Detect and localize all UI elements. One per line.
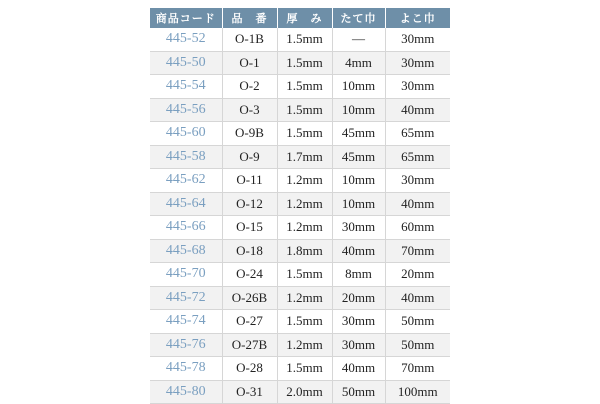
- part-number-cell: O-12: [222, 192, 277, 216]
- height-cell: 10mm: [332, 75, 385, 99]
- part-number-cell: O-31: [222, 380, 277, 404]
- part-number-cell: O-3: [222, 98, 277, 122]
- width-cell: 30mm: [385, 51, 450, 75]
- width-cell: 65mm: [385, 122, 450, 146]
- height-cell: 4mm: [332, 51, 385, 75]
- height-cell: 40mm: [332, 239, 385, 263]
- width-cell: 65mm: [385, 145, 450, 169]
- height-cell: 45mm: [332, 122, 385, 146]
- width-cell: 20mm: [385, 263, 450, 287]
- product-spec-table-container: [150, 8, 450, 404]
- part-number-cell: O-2: [222, 75, 277, 99]
- table-row: [150, 51, 450, 75]
- product-code-cell: 445-80: [150, 380, 222, 404]
- header-product-code: 商品コード: [150, 8, 222, 28]
- height-cell: 30mm: [332, 333, 385, 357]
- product-code-cell: 445-64: [150, 192, 222, 216]
- product-code-cell: 445-78: [150, 357, 222, 381]
- width-cell: 40mm: [385, 192, 450, 216]
- width-cell: 40mm: [385, 98, 450, 122]
- part-number-cell: O-27: [222, 310, 277, 334]
- thickness-cell: 1.5mm: [277, 28, 332, 51]
- product-code-cell: 445-60: [150, 122, 222, 146]
- width-cell: 50mm: [385, 310, 450, 334]
- part-number-cell: O-27B: [222, 333, 277, 357]
- height-cell: 10mm: [332, 192, 385, 216]
- thickness-cell: 1.5mm: [277, 51, 332, 75]
- thickness-cell: 1.5mm: [277, 310, 332, 334]
- part-number-cell: O-15: [222, 216, 277, 240]
- table-row: [150, 333, 450, 357]
- height-cell: —: [332, 28, 385, 51]
- thickness-cell: 1.5mm: [277, 98, 332, 122]
- header-height: たて巾: [332, 8, 385, 28]
- product-spec-table: [150, 8, 450, 404]
- width-cell: 50mm: [385, 333, 450, 357]
- product-code-cell: 445-52: [150, 28, 222, 51]
- table-row: [150, 122, 450, 146]
- width-cell: 30mm: [385, 75, 450, 99]
- height-cell: 10mm: [332, 169, 385, 193]
- table-row: [150, 263, 450, 287]
- part-number-cell: O-1B: [222, 28, 277, 51]
- table-row: [150, 28, 450, 51]
- width-cell: 70mm: [385, 357, 450, 381]
- height-cell: 8mm: [332, 263, 385, 287]
- width-cell: 30mm: [385, 28, 450, 51]
- product-code-cell: 445-56: [150, 98, 222, 122]
- thickness-cell: 1.5mm: [277, 357, 332, 381]
- height-cell: 10mm: [332, 98, 385, 122]
- product-code-cell: 445-68: [150, 239, 222, 263]
- table-body: [150, 28, 450, 404]
- thickness-cell: 1.2mm: [277, 286, 332, 310]
- product-code-cell: 445-76: [150, 333, 222, 357]
- product-code-cell: 445-58: [150, 145, 222, 169]
- table-row: [150, 239, 450, 263]
- product-code-cell: 445-50: [150, 51, 222, 75]
- header-part-number: 品 番: [222, 8, 277, 28]
- height-cell: 40mm: [332, 357, 385, 381]
- table-row: [150, 357, 450, 381]
- product-code-cell: 445-74: [150, 310, 222, 334]
- table-row: [150, 286, 450, 310]
- product-code-cell: 445-72: [150, 286, 222, 310]
- table-row: [150, 75, 450, 99]
- width-cell: 70mm: [385, 239, 450, 263]
- thickness-cell: 1.2mm: [277, 333, 332, 357]
- height-cell: 45mm: [332, 145, 385, 169]
- thickness-cell: 2.0mm: [277, 380, 332, 404]
- table-row: [150, 169, 450, 193]
- thickness-cell: 1.8mm: [277, 239, 332, 263]
- part-number-cell: O-24: [222, 263, 277, 287]
- header-width: よこ巾: [385, 8, 450, 28]
- product-code-cell: 445-62: [150, 169, 222, 193]
- part-number-cell: O-26B: [222, 286, 277, 310]
- thickness-cell: 1.5mm: [277, 263, 332, 287]
- width-cell: 100mm: [385, 380, 450, 404]
- height-cell: 30mm: [332, 310, 385, 334]
- part-number-cell: O-11: [222, 169, 277, 193]
- thickness-cell: 1.2mm: [277, 192, 332, 216]
- product-code-cell: 445-54: [150, 75, 222, 99]
- part-number-cell: O-1: [222, 51, 277, 75]
- part-number-cell: O-9B: [222, 122, 277, 146]
- header-thickness: 厚 み: [277, 8, 332, 28]
- table-header-row: [150, 8, 450, 28]
- part-number-cell: O-28: [222, 357, 277, 381]
- height-cell: 50mm: [332, 380, 385, 404]
- thickness-cell: 1.2mm: [277, 169, 332, 193]
- product-code-cell: 445-66: [150, 216, 222, 240]
- width-cell: 30mm: [385, 169, 450, 193]
- product-code-cell: 445-70: [150, 263, 222, 287]
- height-cell: 30mm: [332, 216, 385, 240]
- table-row: [150, 145, 450, 169]
- table-row: [150, 192, 450, 216]
- part-number-cell: O-9: [222, 145, 277, 169]
- width-cell: 40mm: [385, 286, 450, 310]
- height-cell: 20mm: [332, 286, 385, 310]
- table-row: [150, 310, 450, 334]
- table-row: [150, 216, 450, 240]
- width-cell: 60mm: [385, 216, 450, 240]
- thickness-cell: 1.5mm: [277, 122, 332, 146]
- thickness-cell: 1.5mm: [277, 75, 332, 99]
- table-row: [150, 98, 450, 122]
- thickness-cell: 1.7mm: [277, 145, 332, 169]
- part-number-cell: O-18: [222, 239, 277, 263]
- thickness-cell: 1.2mm: [277, 216, 332, 240]
